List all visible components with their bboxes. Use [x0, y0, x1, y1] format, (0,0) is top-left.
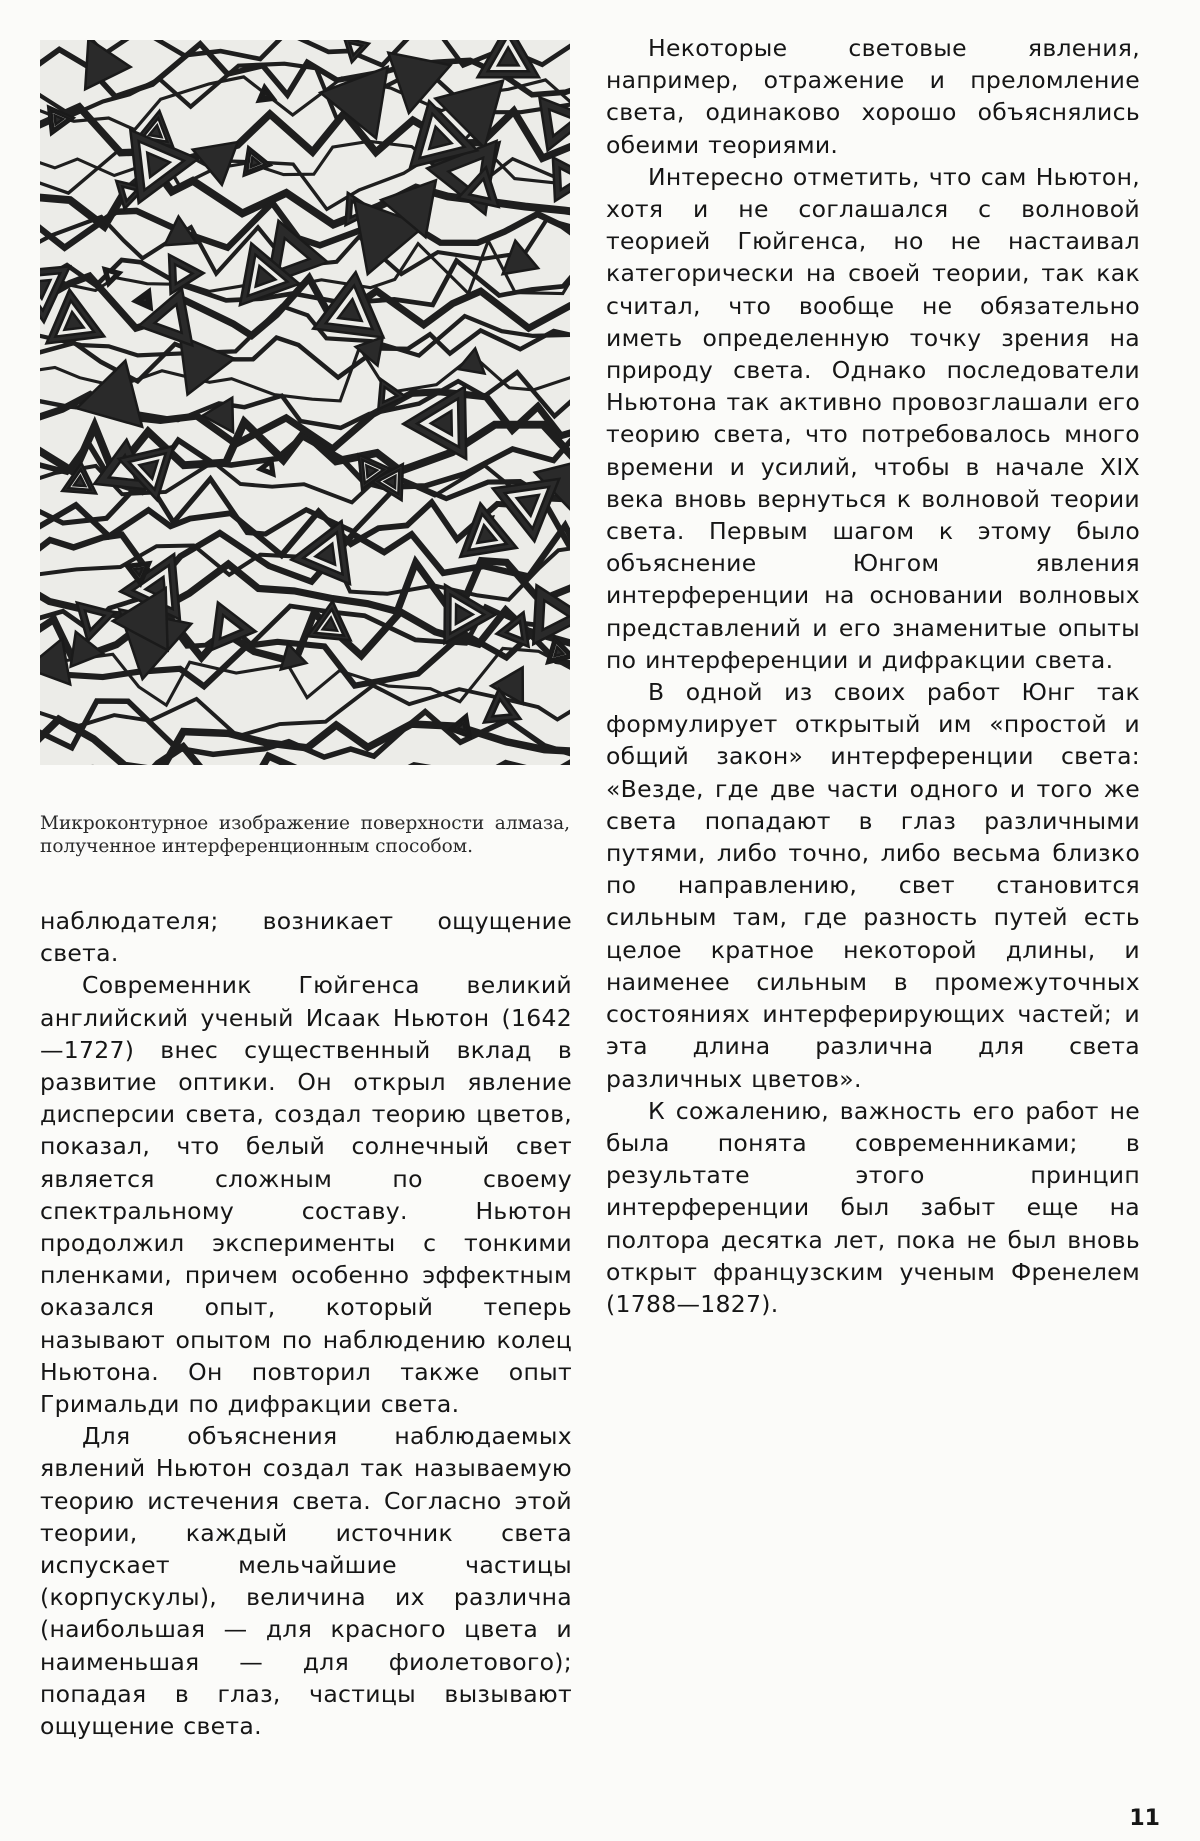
paragraph: Некоторые световые явления, например, отражение и преломление света, одинаково хорошо объяснялись обеими теориями.	[606, 34, 1140, 159]
paragraph: В одной из своих работ Юнг так формулирует открытый им «простой и общий закон» интерференции света: «Везде, где две части одного и того же света попадают в глаз различными путями, либо точно, либо весьма близко по направлению, свет становится сильным там, где разность путей есть целое кратное некоторой длины, и наименее сильным в промежуточных состояниях интерферирующих частей; и эта длина различна для света различных цветов».	[606, 678, 1140, 1093]
paragraph: К сожалению, важность его работ не была понята современниками; в результате этого принцип интерференции был забыт еще на полтора десятка лет, пока не был вновь открыт французским ученым Френелем (1788—1827).	[606, 1096, 1140, 1318]
page-number: 11	[1129, 1806, 1160, 1831]
figure-caption: Микроконтурное изображение поверхности алмаза, полученное интерференционным способом.	[40, 813, 570, 857]
paragraph: наблюдателя; возникает ощущение света.	[40, 907, 572, 968]
paragraph: Для объяснения наблюдаемых явлений Ньютон создал так называемую теорию истечения света. Согласно этой теории, каждый источник света испускает мельчайшие частицы (корпускулы), величина их различна (наибольшая — для красного цвета и наименьшая — для фиолетового); попадая в глаз, частицы вызывают ощущение света.	[40, 1422, 572, 1741]
paragraph: Современник Гюйгенса великий английский ученый Исаак Ньютон (1642—1727) внес существенный вклад в развитие оптики. Он открыл явление дисперсии света, создал теорию цветов, показал, что белый солнечный свет является сложным по своему спектральному составу. Ньютон продолжил эксперименты с тонкими пленками, причем особенно эффектным оказался опыт, который теперь называют опытом по наблюдению колец Ньютона. Он повторил также опыт Гримальди по дифракции света.	[40, 971, 572, 1419]
paragraph: Интересно отметить, что сам Ньютон, хотя и не соглашался с волновой теорией Гюйгенса, но не настаивал категорически на своей теории, так как считал, что вообще не обязательно иметь определенную точку зрения на природу света. Однако последователи Ньютона так активно провозглашали его теорию света, что потребовалось много времени и усилий, чтобы в начале XIX века вновь вернуться к волновой теории света. Первым шагом к этому было объяснение Юнгом явления интерференции на основании волновых представлений и его знаменитые опыты по интерференции и дифракции света.	[606, 162, 1140, 674]
left-column	[40, 905, 572, 1742]
right-column	[606, 32, 1140, 1320]
micrograph-image	[40, 40, 570, 765]
diamond-surface-micrograph	[40, 40, 570, 765]
